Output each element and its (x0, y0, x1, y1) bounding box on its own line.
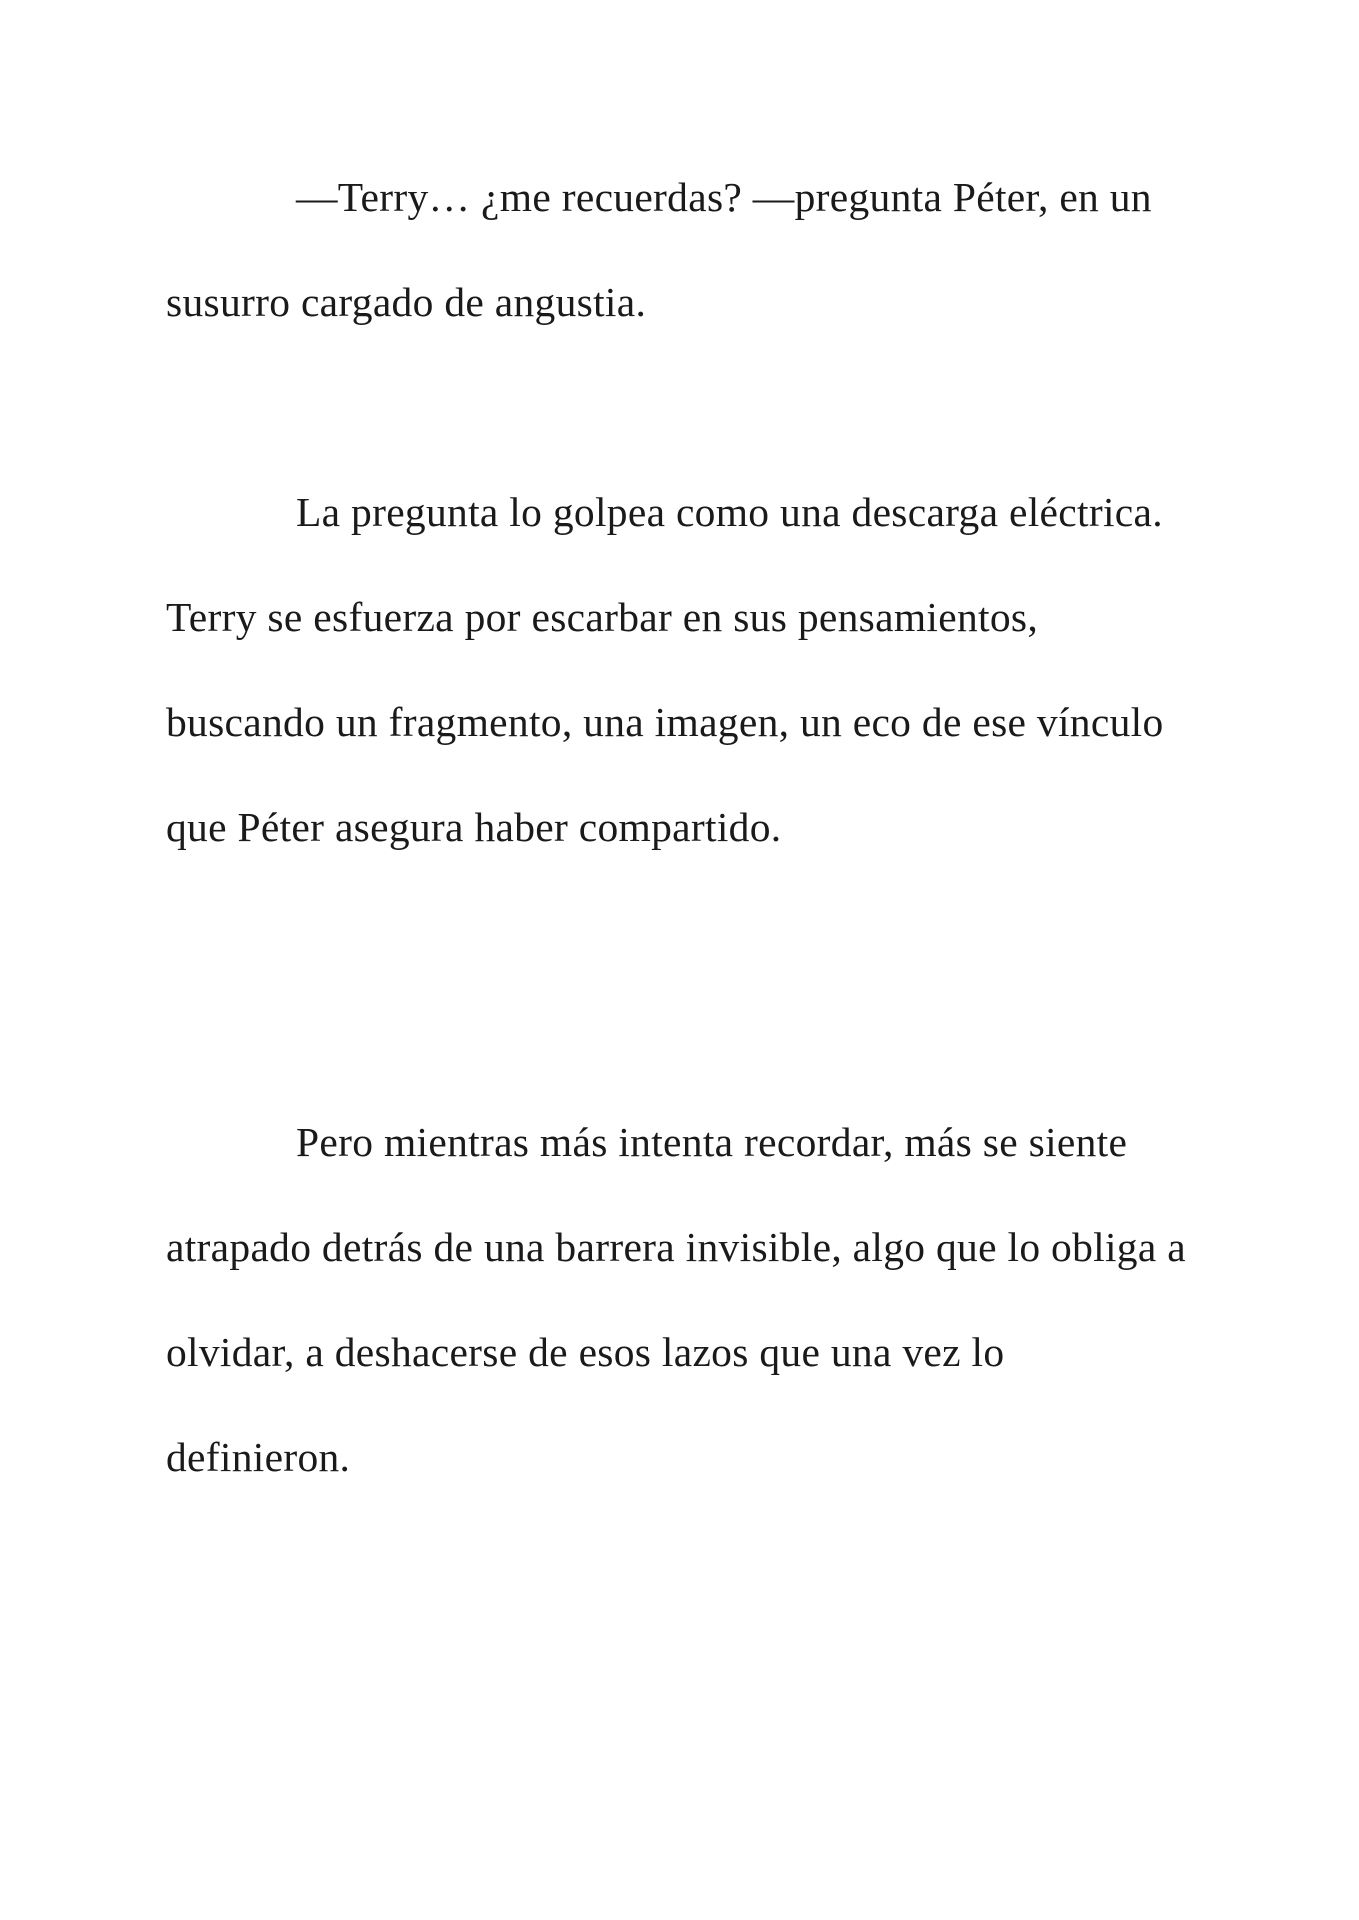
paragraph-text: —Terry… ¿me recuerdas? —pregunta Péter, en un susurro cargado de angustia. (166, 174, 1152, 325)
paragraph-text: La pregunta lo golpea como una descarga eléctrica. Terry se esfuerza por escarbar en sus pensamientos, buscando un fragmento, una imagen, un eco de ese vínculo que Péter asegura haber compartido. (166, 489, 1164, 850)
paragraph-narration (166, 460, 1196, 880)
paragraph-dialogue (166, 145, 1196, 355)
paragraph-text: Pero mientras más intenta recordar, más se siente atrapado detrás de una barrera invisible, algo que lo obliga a olvidar, a deshacerse de esos lazos que una vez lo definieron. (166, 1119, 1186, 1480)
paragraph-narration-closing (166, 1090, 1196, 1510)
